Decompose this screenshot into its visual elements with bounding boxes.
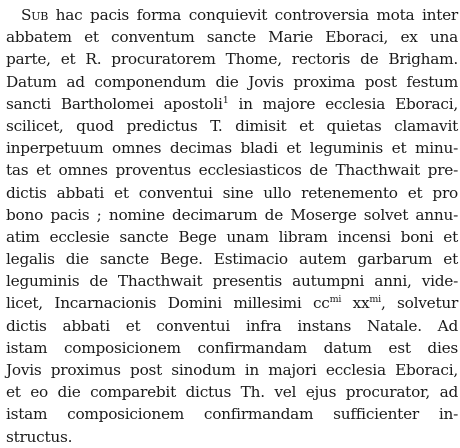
text-run: in majore ecclesia Eboraci, bbox=[228, 94, 458, 113]
text-line bbox=[6, 204, 458, 226]
text-line bbox=[6, 26, 458, 48]
superscript: mi bbox=[329, 294, 342, 306]
text-run: tas et omnes proventus ecclesiasticos de Thacthwait pre- bbox=[6, 161, 458, 180]
text-run: dictis abbati et conventui infra instans Natale. Ad bbox=[6, 316, 458, 335]
text-line bbox=[6, 426, 458, 448]
text-run: Datum ad componendum die Jovis proxima post festum bbox=[6, 72, 458, 91]
text-run: bono pacis ; nomine decimarum de Moserge solvet annu- bbox=[6, 205, 458, 224]
superscript: 1 bbox=[222, 94, 229, 106]
text-run: istam composicionem confirmandam datum est dies bbox=[6, 338, 458, 357]
text-run: , solvetur bbox=[380, 294, 459, 313]
smallcaps-initial: Sub bbox=[21, 6, 49, 24]
text-run: dictis abbati et conventui sine ullo retenemento et pro bbox=[6, 183, 458, 202]
text-line bbox=[6, 270, 458, 292]
text-run: et eo die comparebit dictus Th. vel ejus procurator, ad bbox=[6, 383, 458, 402]
text-run: Jovis proximus post sinodum in majori ecclesia Eboraci, bbox=[6, 361, 458, 379]
text-line bbox=[6, 48, 458, 70]
text-line bbox=[6, 4, 458, 26]
text-run: structus. bbox=[6, 427, 73, 446]
text-run: leguminis de Thacthwait presentis autumpni anni, vide- bbox=[6, 272, 458, 291]
text-run: sancti Bartholomei apostoli bbox=[6, 94, 223, 113]
text-run: istam composicionem confirmandam sufficienter in- bbox=[6, 405, 458, 424]
text-run: parte, et R. procuratorem Thome, rectoris de Brigham. bbox=[6, 50, 458, 69]
text-line bbox=[6, 115, 458, 137]
text-line bbox=[6, 403, 458, 425]
text-run: xx bbox=[341, 294, 370, 313]
text-line bbox=[6, 159, 458, 181]
text-run: licet, Incarnacionis Domini millesimi cc bbox=[6, 294, 330, 313]
text-run: scilicet, quod predictus T. dimisit et quietas clamavit bbox=[6, 116, 458, 135]
text-line bbox=[6, 248, 458, 270]
text-line bbox=[6, 337, 458, 359]
text-line bbox=[6, 182, 458, 204]
superscript: mi bbox=[369, 294, 381, 306]
paragraph bbox=[6, 4, 458, 448]
text-run: inperpetuum omnes decimas bladi et leguminis et minu- bbox=[6, 139, 458, 158]
text-run: atim ecclesie sancte Bege unam libram incensi boni et bbox=[6, 227, 458, 246]
document-page bbox=[6, 4, 458, 448]
text-line bbox=[6, 93, 458, 115]
text-run: legalis die sancte Bege. Estimacio autem garbarum et bbox=[6, 250, 458, 269]
text-line bbox=[6, 381, 458, 403]
text-line bbox=[6, 226, 458, 248]
text-run: abbatem et conventum sancte Marie Eboraci, ex una bbox=[6, 28, 458, 47]
text-line bbox=[6, 359, 458, 381]
text-line bbox=[6, 292, 458, 314]
text-line bbox=[6, 71, 458, 93]
text-run: hac pacis forma conquievit controversia mota inter bbox=[48, 6, 458, 24]
text-line bbox=[6, 315, 458, 337]
text-line bbox=[6, 137, 458, 159]
